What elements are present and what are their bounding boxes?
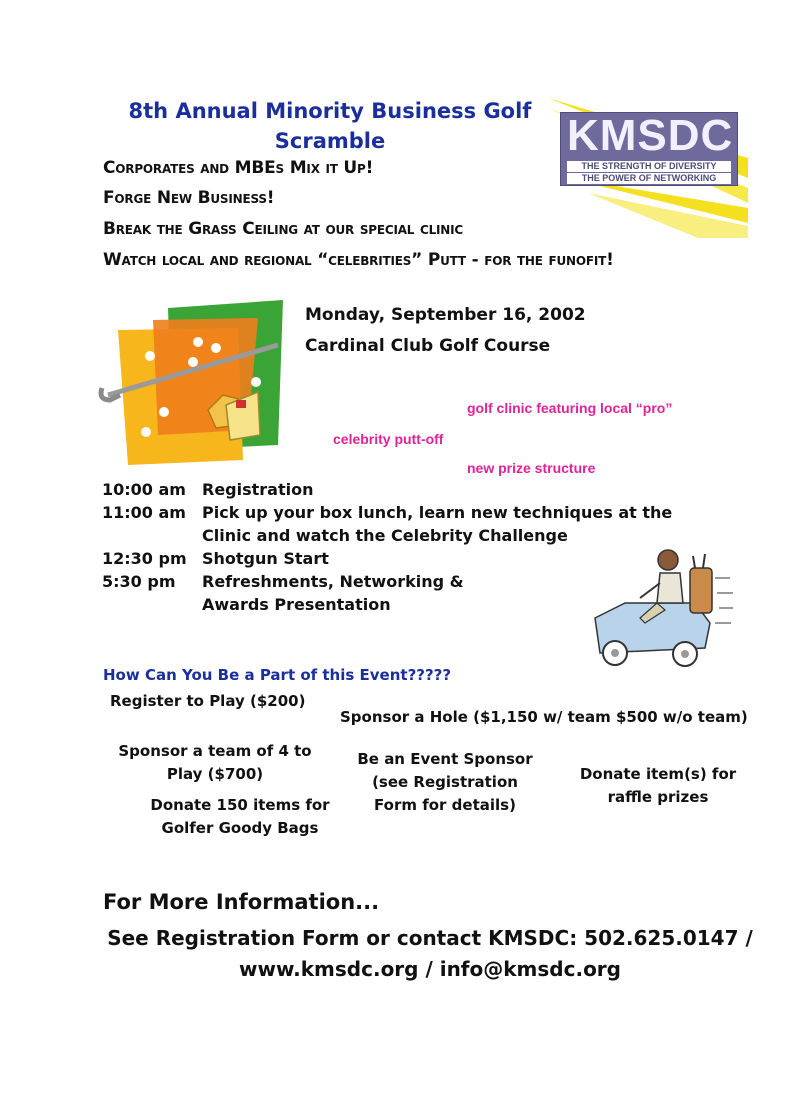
kmsdc-logo [548,98,748,238]
schedule-desc: Refreshments, Networking & Awards Presentation [202,572,464,614]
option-register: Register to Play ($200) [110,692,306,710]
event-title [120,96,540,156]
schedule-time: 5:30 pm [102,572,176,591]
highlight-3: Break the Grass Ceiling at our special clinic [103,219,464,239]
event-title-line1: 8th Annual Minority Business Golf [128,99,532,123]
feature-prize-structure: new prize structure [467,460,596,476]
logo-letters: KMSDC [567,111,734,160]
highlight-1: Corporates and MBEs Mix it Up! [103,158,374,178]
option-sponsor-team: Sponsor a team of 4 to Play ($700) [118,742,312,783]
contact-line-2: www.kmsdc.org / info@kmsdc.org [239,957,621,981]
logo-tagline-2: THE POWER OF NETWORKING [567,173,731,184]
logo-tagline-1: THE STRENGTH OF DIVERSITY [567,161,731,172]
golf-cart-clipart [585,548,735,668]
event-date: Monday, September 16, 2002 [305,305,586,325]
more-info-heading: For More Information... [103,890,380,914]
schedule-time: 10:00 am [102,480,186,499]
option-event-sponsor: Be an Event Sponsor (see Registration Form for details) [357,750,533,814]
schedule-row [102,478,722,501]
logo-panel [560,112,738,186]
contact-line-1: See Registration Form or contact KMSDC: 502.625.0147 / [107,926,753,950]
option-donate-raffle: Donate item(s) for raffle prizes [579,765,737,806]
highlight-2: Forge New Business! [103,188,275,208]
highlight-4: Watch local and regional “celebrities” Putt - for the funofit! [103,250,614,270]
option-donate-goody-bags: Donate 150 items for Golfer Goody Bags [150,796,330,837]
schedule-time: 12:30 pm [102,549,187,568]
feature-golf-clinic: golf clinic featuring local “pro” [467,400,673,416]
schedule-desc: Registration [202,480,314,499]
event-venue: Cardinal Club Golf Course [305,336,551,356]
schedule-desc: Pick up your box lunch, learn new techniques at the Clinic and watch the Celebrity Challenge [202,503,673,545]
schedule-time: 11:00 am [102,503,186,522]
golf-clipart [98,300,288,470]
schedule-row [102,501,722,547]
schedule-desc: Shotgun Start [202,549,329,568]
event-title-line2: Scramble [274,129,386,153]
participation-heading: How Can You Be a Part of this Event????? [103,666,452,684]
feature-putt-off: celebrity putt-off [333,431,444,447]
option-sponsor-hole: Sponsor a Hole ($1,150 w/ team $500 w/o team) [340,708,748,726]
